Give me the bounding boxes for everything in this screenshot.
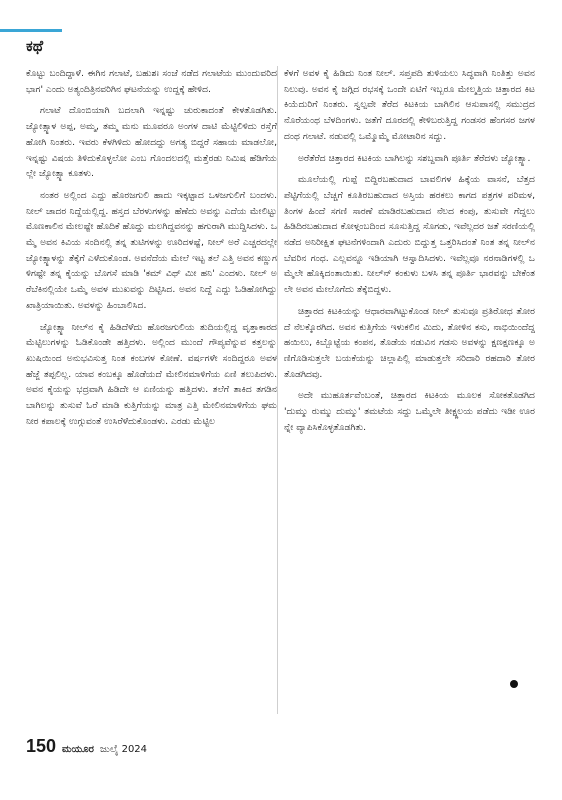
paragraph: ಅದೇ ಮುಹೂರ್ತವೆಂಬಂತೆ, ಚಿತ್ತಾರದ ಕಿಟಕಿಯ ಮೂಲಕ ಸೋಕತೊಡಗಿದ 'ದುಮ್ಮು ರುಮ್ಮು ದುಮ್ಮು' ತಮಟೆಯ ಸದ್ದು ಒಮ್ಮೆಲೇ ತೀಕ್ಷ್ಣಲಯ ಪಡೆದು ಇಡೀ ಊರನ್ನೇ ವ್ಯಾಪಿಸಿಕೊಳ್ಳತೊಡಗಿತು.: [284, 390, 535, 433]
end-of-story-mark: [510, 680, 518, 688]
paragraph: ಜ್ಯೋತ್ಸ್ನಾ ನೀಲ್‌ನ ಕೈ ಹಿಡಿದೆಳೆದು ಹೊರಜಗುಲಿಯ ತುದಿಯಲ್ಲಿದ್ದ ವೃತ್ತಾಕಾರದ ಮೆಟ್ಟಿಲುಗಳನ್ನು ಓಡಿಕೊಂಡೇ ಹತ್ತಿದಳು. ಅಲ್ಲಿಂದ ಮುಂದೆ ಗೌಪ್ಯವೆನ್ನುವ ಕತ್ತಲನ್ನು ಖುಷಿಯಿಂದ ಅನುಭವಿಸುತ್ತ ನಿಂತ ಕಂಬಗಳ ಕೋಣೆ. ವರ್ಷಗಳೇ ಸಂದಿದ್ದರೂ ಅವಳ ಹೆಜ್ಜೆ ತಪ್ಪಲಿಲ್ಲ. ಯಾವ ಕಂಬಕ್ಕೂ ಹೊಡೆಯದೆ ಮೇಲಿನಮಾಳಿಗೆಯ ಏಣಿ ತಲುಪಿದಳು. ಅವನ ಕೈಯನ್ನು ಭದ್ರವಾಗಿ ಹಿಡಿದೇ ಆ ಏಣಿಯನ್ನು ಹತ್ತಿದಳು. ತಲೆಗೆ ತಾಕಿದ ತಗಡಿನ ಬಾಗಿಲನ್ನು ತುಸುವೆ ಓರೆ ಮಾಡಿ ಕುತ್ತಿಗೆಯನ್ನು ಮಾತ್ರ ಎತ್ತಿ ಮೇಲಿನಮಾಳಿಗೆಯ ಘಮ ನೀರ ಕಪಾಲಕ್ಕೆ ಉಗ್ಗುವಂತೆ ಉಸಿರೆಳೆದುಕೊಂಡಳು. ಎರಡು ಮೆಟ್ಟಿಲ: [26, 321, 277, 427]
right-column: [284, 66, 535, 714]
magazine-name: ಮಯೂರ: [62, 744, 94, 755]
paragraph: ಕೊಟ್ಟು ಬಂದಿದ್ದಾಳೆ. ಈಗಿನ ಗಲಾಟೆ, ಬಹುಶಃ ಸಂಜೆ ನಡೆದ ಗಲಾಟೆಯ ಮುಂದುವರಿದ ಭಾಗ' ಎಂದು ಅತ್ಯಂದಿತ್ರಿನವರಿಗಿನ ಘಟನೆಯನ್ನು ಉದ್ದಕ್ಕೆ ಹೇಳಿದ.: [26, 68, 277, 95]
paragraph: ಚಿತ್ತಾರದ ಕಿಟಕಿಯನ್ನು ಆಧಾರವಾಗಿಟ್ಟುಕೊಂಡ ನೀಲ್ ತುಸುವೂ ಪ್ರತಿರೋಧ ತೋರದೆ ನೆಲಕ್ಕೊರಗಿದ. ಅವನ ಕುತ್ತಿಗೆಯ ಇಳುಕಲಿನ ಮಿದು, ತೋಳಿನ ಕಸು, ನಾಭಿಯಿಂದೆದ್ದ ಹಯಿಲು, ಕಿಬ್ಬೊಟ್ಟೆಯ ಕಂಪನ, ತೊಡೆಯ ನಡುವಿನ ಗಡಸು ಅವಳನ್ನು ಕ್ಷಣಕ್ಷಣಕ್ಕೂ ಅಣಿಗೊಡಿಸುತ್ತಲೇ ಬಯಕೆಯನ್ನು ಚಿಲ್ಲಾಪಿಲ್ಲಿ ಮಾಡುತ್ತಲೇ ಸರಿದಾರಿ ರಹದಾರಿ ತೋರತೊಡಗಿದವು.: [284, 305, 535, 380]
column-divider: [277, 66, 278, 714]
issue-date: ಜುಲೈ 2024: [99, 744, 148, 755]
paragraph: ಮೂಲೆಯಲ್ಲಿ ಗುಪ್ಪೆ ಬಿದ್ದಿರಬಹುದಾದ ಬಾವಲಿಗಳ ಹಿಕ್ಕೆಯ ವಾಸನೆ, ಬೆತ್ತದಪೆಟ್ಟಿಗೆಯಲ್ಲಿ ಬೆಚ್ಚಗೆ ಕೂತಿರಬಹುದಾದ ಅಸ್ತಿಯ ಹರಕಲು ಕಾಗದ ಪತ್ರಗಳ ಪರಿಮಳ, ತಿಂಗಳ ಹಿಂದೆ ಸಗಣಿ ಸಾರಣೆ ಮಾಡಿರಬಹುದಾದ ನೆಲದ ಕಂಪು, ತುಸುವೇ ಗೆದ್ದಲು ಹಿಡಿದಿರಬಹುದಾದ ಕೋಳ್ಗಂಬದಿಂದ ಸೂಸುತ್ತಿದ್ದ ಸೊಗಡು, ಇವೆಲ್ಲದರ ಜತೆ ಸರಣಿಯಲ್ಲಿ ನಡೆದ ಅನಿರೀಕ್ಷಿತ ಘಟನೆಗಳಿಂದಾಗಿ ಎದುರು ಬಿದ್ದುತ್ತ ಒತ್ತರಿಸಿದಂತೆ ನಿಂತ ತನ್ನ ನೀಲ್‌ನ ಬೆವರಿನ ಗಂಧ. ಎಲ್ಲವನ್ನೂ ಇಡಿಯಾಗಿ ಆಸ್ವಾದಿಸಿದಳು. ಇವೆಲ್ಲವೂ ನರನಾಡಿಗಳಲ್ಲಿ ಒಮ್ಮೆಲೇ ಹೊಕ್ಕಿದಂತಾಯಿತು. ನೀಲ್‌ನ್ ಕಂಕುಳು ಬಳಸಿ ತನ್ನ ಪೂರ್ತಿ ಭಾರವನ್ನು ಬೇಕೆಂತಲೇ ಅವನ ಮೇಲೊಗೆದು ತೆಕ್ಕೆಬಿದ್ದಳು.: [284, 174, 535, 296]
section-title: ಕಥೆ: [26, 37, 44, 55]
paragraph: ಅರೆತೆರೆದ ಚಿತ್ತಾರದ ಕಿಟಕಿಯ ಬಾಗಿಲನ್ನು ಸಶಬ್ದವಾಗಿ ಪೂರ್ತಿ ತೆರೆದಳು ಜ್ಯೋತ್ಸ್ನಾ.: [298, 152, 531, 164]
section-accent-bar: [0, 29, 62, 32]
page-footer: [26, 736, 147, 758]
paragraph: ನಂತರ ಅಲ್ಲಿಂದ ಎದ್ದು ಹೊರಜಗುಲಿ ಹಾದು ಇಕ್ಕಟ್ಟಾದ ಒಳಜಗುಲಿಗೆ ಬಂದಳು. ನೀಲ್ ಚಾದರ ನಿದ್ದೆಯಲ್ಲಿದ್ದ. ಹಸ್ತದ ಬೆರಳುಗಳನ್ನು ಹೆಣೆದು ಅವನ್ನು ಎದೆಯ ಮೇಲಿಟ್ಟು ಮೊಣಕಾಲಿನ ಮೇಲಷ್ಟೇ ಹೊದಿಕೆ ಹೊದ್ದು ಮಲಗಿದ್ದವನನ್ನು ಹಗುರಾಗಿ ಮುದ್ದಿಸಿದಳು. ಒಮ್ಮೆ ಅವನ ಕಿವಿಯ ಸಂದಿನಲ್ಲಿ ತನ್ನ ತುಟಿಗಳನ್ನು ಊರಿದಳಷ್ಟೆ, ನೀಲ್ ಅರೆ ಎಚ್ಚರದಲ್ಲೇ ಜ್ಯೋತ್ಸ್ನಾಳನ್ನು ತೆಕ್ಕೆಗೆ ಎಳೆದುಕೊಂಡ. ಅವನೆದೆಯ ಮೇಲೆ ಇಟ್ಟ ತಲೆ ಎತ್ತಿ ಅವನ ಕಣ್ಣುಗಳಿಗಷ್ಟೇ ತನ್ನ ಕೈಯನ್ನು ಬೊಗಸೆ ಮಾಡಿ 'ಕಮ್ ವಿಥ್ ಮೀ ಹನಿ' ಎಂದಳು. ನೀಲ್ ಅರೆಬೆಕಿನಲ್ಲಿಯೇ ಒಮ್ಮೆ ಅವಳ ಮುಖವನ್ನು ದಿಟ್ಟಿಸಿದ. ಅವನ ನಿದ್ದೆ ಎದ್ದು ಓಡಿಹೋಗಿದ್ದು ಖಾತ್ರಿಯಾಯಿತು. ಅವಳನ್ನು ಹಿಂಬಾಲಿಸಿದ.: [26, 189, 277, 311]
paragraph: ಕೆಳಗೆ ಅವಳ ಕೈ ಹಿಡಿದು ನಿಂತ ನೀಲ್. ಸಪ್ತಪದಿ ತುಳಿಯಲು ಸಿದ್ಧವಾಗಿ ನಿಂತಿತ್ತು ಅವನ ನಿಲುವು. ಅವನ ಕೈ ಜಗ್ಗಿದ ರಭಸಕ್ಕೆ ಒಂದೇ ಏಟಿಗೆ ಇಬ್ಬರೂ ಮೇಲ್ಮತ್ತಿಯ ಚಿತ್ತಾರದ ಕಿಟಕಿಯೆದುರಿಗೆ ನಿಂತರು. ಸ್ವಲ್ಪವೇ ತೆರೆದ ಕಿಟಕಿಯ ಬಾಗಿಲಿನ ಆಸುಪಾಸಲ್ಲಿ ಸಮುದ್ರದ ನೊರೆಯಂಥ ಬೆಳದಿಂಗಳು. ಜತೆಗೆ ದೂರದಲ್ಲಿ ಕೇಳಿಬರುತ್ತಿದ್ದ ಗಂಡಸರ ಹೆಂಗಸರ ಜಗಳದಂಥ ಗಲಾಟೆ. ನಡುವಲ್ಲಿ ಒಮ್ಮೊಮ್ಮೆ ಮೋಟಾರಿನ ಸದ್ದು.: [284, 68, 535, 142]
left-column: [26, 66, 277, 714]
paragraph: ಗಲಾಟೆ ದೊಂಬಿಯಾಗಿ ಬದಲಾಗಿ ಇನ್ನಷ್ಟು ಚುರುಕಾದಂತೆ ಕೇಳತೊಡಗಿತು. ಜ್ಯೋತ್ಸ್ನಾಳ ಅಪ್ಪ, ಅಮ್ಮ, ತಮ್ಮ ಮನು ಮೂವರೂ ಅಂಗಳ ದಾಟಿ ಮೆಟ್ಟಿಲಿಳಿದು ರಸ್ತೆಗೆ ಹೋಗಿ ನಿಂತರು. ಇವರು ಕೆಳಗಿಳಿದು ಹೋದದ್ದು ಅಗತ್ಯ ಬಿದ್ದರೆ ಸಹಾಯ ಮಾಡಲೋ, ಇನ್ನಷ್ಟು ವಿಷಯ ತಿಳಿದುಕೊಳ್ಳಲೋ ಎಂಬ ಗೊಂದಲದಲ್ಲಿ ಮತ್ತೆರಡು ನಿಮಿಷ ಹೆಡಿಗೆಯಲ್ಲೇ ಜ್ಯೋತ್ಸ್ನಾ ಕೂತಳು.: [26, 105, 277, 180]
page-number: 150: [26, 736, 57, 756]
